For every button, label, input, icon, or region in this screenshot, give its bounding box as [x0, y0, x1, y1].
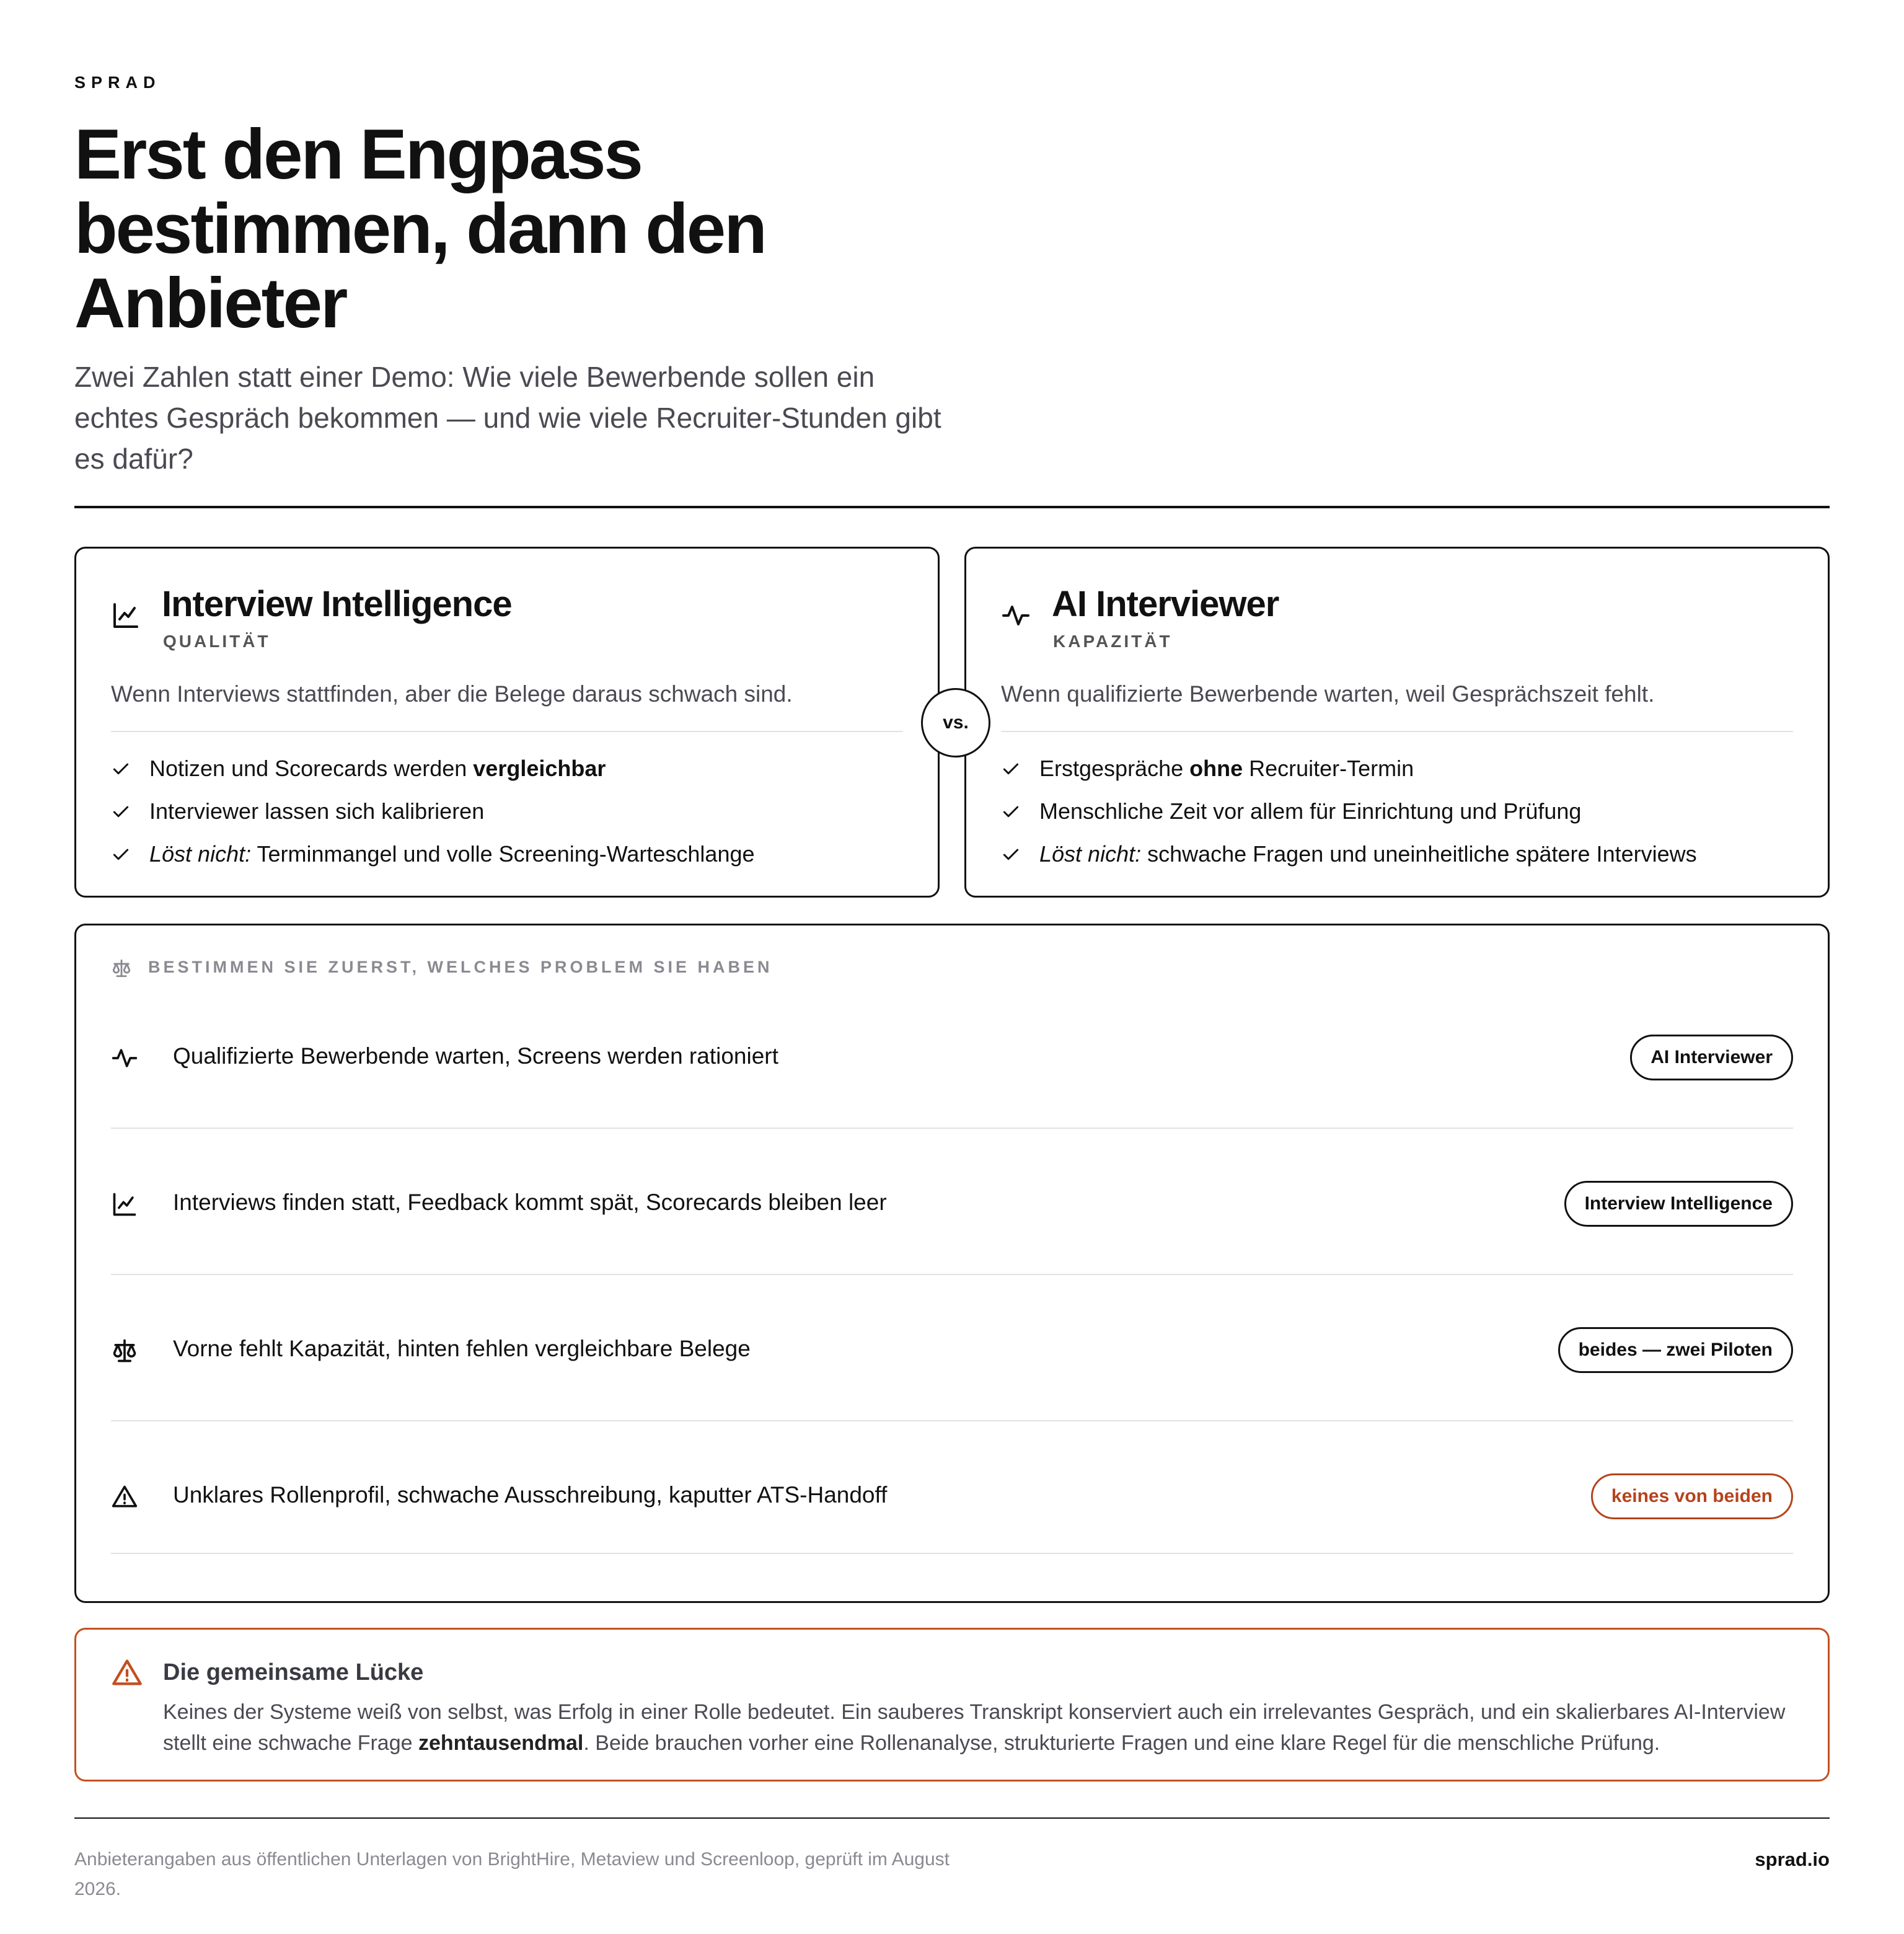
recommendation-badge: keines von beiden	[1591, 1473, 1793, 1519]
callout-title: Die gemeinsame Lücke	[163, 1659, 424, 1685]
line-chart-icon	[111, 1191, 138, 1218]
pulse-icon	[111, 1044, 138, 1072]
table-row	[111, 1421, 1793, 1554]
header-divider	[74, 506, 1830, 508]
source-note: Anbieterangaben aus öffentlichen Unterlagen von BrightHire, Metaview und Screenloop, geprüft im August 2026.	[74, 1849, 950, 1899]
check-icon	[1001, 845, 1021, 865]
line-chart-icon	[111, 601, 141, 630]
card-description: Wenn Interviews stattfinden, aber die Belege daraus schwach sind.	[111, 681, 793, 707]
footer-divider	[74, 1817, 1830, 1819]
card-divider	[1001, 731, 1793, 732]
scale-icon	[111, 1337, 138, 1364]
card-divider	[111, 731, 903, 732]
table-row	[111, 1275, 1793, 1421]
table-row	[111, 1129, 1793, 1275]
page-subtitle: Zwei Zahlen statt einer Demo: Wie viele Bewerbende sollen ein echtes Gespräch bekommen — und wie viele Recruiter-Stunden gibt es dafür?	[74, 361, 941, 475]
brand-label: SPRAD	[74, 73, 161, 92]
problem-diagnosis-panel	[74, 924, 1830, 1603]
list-item: Erstgespräche ohne Recruiter-Termin	[1001, 754, 1697, 797]
card-tag: KAPAZITÄT	[1053, 632, 1173, 651]
row-text: Vorne fehlt Kapazität, hinten fehlen vergleichbare Belege	[173, 1336, 751, 1361]
card-title: AI Interviewer	[1052, 584, 1279, 624]
warning-icon	[111, 1657, 143, 1689]
list-item: Löst nicht: Terminmangel und volle Screening-Warteschlange	[111, 840, 755, 883]
card-tag: QUALITÄT	[163, 632, 271, 651]
card-description: Wenn qualifizierte Bewerbende warten, weil Gesprächszeit fehlt.	[1001, 681, 1655, 707]
table-row	[111, 982, 1793, 1129]
site-link[interactable]: sprad.io	[1755, 1848, 1830, 1870]
list-item: Löst nicht: schwache Fragen und uneinheitliche spätere Interviews	[1001, 840, 1697, 883]
card-ai-interviewer	[964, 547, 1830, 898]
recommendation-badge: beides — zwei Piloten	[1558, 1327, 1793, 1373]
common-gap-callout	[74, 1628, 1830, 1782]
recommendation-badge: AI Interviewer	[1630, 1035, 1793, 1080]
vs-badge: vs.	[921, 688, 990, 757]
list-item: Interviewer lassen sich kalibrieren	[111, 797, 755, 840]
callout-text: Keines der Systeme weiß von selbst, was Erfolg in einer Rolle bedeutet. Ein sauberes Transkript konserviert auch ein irrelevantes Gespräch, und ein skalierbares AI-Interview stellt eine schwache Frage zehntausendmal. Beide brauchen vorher eine Rollenanalyse, strukturierte Fragen und eine klare Regel für die menschliche Prüfung.	[163, 1700, 1786, 1755]
scale-icon	[111, 958, 132, 979]
row-text: Qualifizierte Bewerbende warten, Screens werden rationiert	[173, 1043, 778, 1069]
list-item: Notizen und Scorecards werden vergleichbar	[111, 754, 755, 797]
pulse-icon	[1001, 601, 1031, 630]
check-icon	[111, 759, 131, 779]
diagnosis-heading: BESTIMMEN SIE ZUERST, WELCHES PROBLEM SIE HABEN	[148, 958, 773, 976]
list-item: Menschliche Zeit vor allem für Einrichtung und Prüfung	[1001, 797, 1697, 840]
card-feature-list	[111, 754, 755, 883]
check-icon	[1001, 802, 1021, 822]
card-interview-intelligence	[74, 547, 940, 898]
row-text: Unklares Rollenprofil, schwache Ausschreibung, kaputter ATS-Handoff	[173, 1482, 888, 1508]
warning-icon	[111, 1483, 138, 1511]
recommendation-badge: Interview Intelligence	[1564, 1181, 1793, 1227]
card-feature-list	[1001, 754, 1697, 883]
check-icon	[111, 802, 131, 822]
page-title: Erst den Engpass bestimmen, dann den Anbieter	[74, 115, 765, 343]
check-icon	[1001, 759, 1021, 779]
row-divider	[111, 1553, 1793, 1554]
row-text: Interviews finden statt, Feedback kommt spät, Scorecards bleiben leer	[173, 1190, 887, 1215]
card-title: Interview Intelligence	[162, 584, 512, 624]
check-icon	[111, 845, 131, 865]
